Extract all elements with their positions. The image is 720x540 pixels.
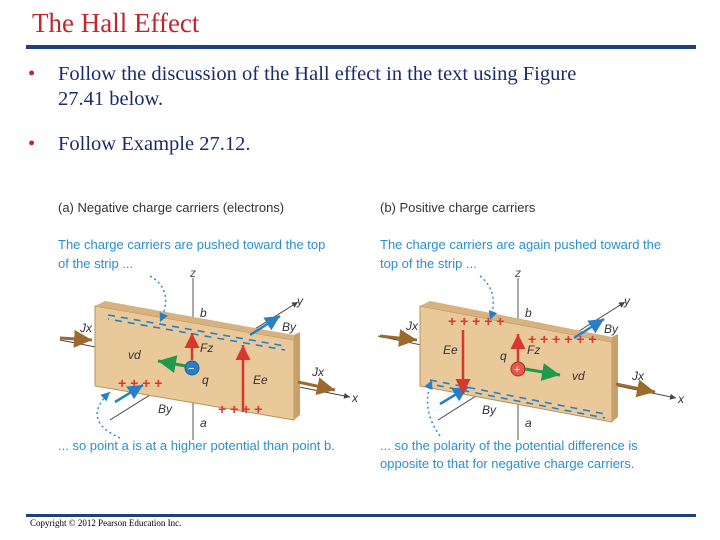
vd-label: vd <box>128 348 141 362</box>
panel-b-heading: (b) Positive charge carriers <box>380 200 536 215</box>
bullet-dot: • <box>28 133 36 155</box>
positive-plus-sign: + <box>514 364 521 376</box>
panel-b-caption-bottom-2: opposite to that for negative charge carriers. <box>380 456 635 471</box>
ee-label: Ee <box>253 373 268 387</box>
jx-label-right-b: Jx <box>632 369 644 383</box>
panel-a-heading: (a) Negative charge carriers (electrons) <box>58 200 285 215</box>
fz-label: Fz <box>200 341 214 355</box>
copyright-notice: Copyright © 2012 Pearson Education Inc. <box>30 518 182 528</box>
q-label: q <box>202 373 209 387</box>
jx-label-right: Jx <box>312 365 324 379</box>
x-axis-label: x <box>352 391 358 405</box>
bullet-line: 27.41 below. <box>58 88 164 110</box>
q-label-b: q <box>500 349 507 363</box>
by-label-bottom: By <box>158 402 173 416</box>
positive-charges-bottom: + + + + <box>118 375 163 391</box>
x-axis-label-b: x <box>678 392 684 406</box>
footer-rule <box>26 514 696 517</box>
vd-label-b: vd <box>572 369 585 383</box>
point-a-label: a <box>200 416 207 430</box>
by-label-bottom-b: By <box>482 403 497 417</box>
panel-b-caption-bottom-1: ... so the polarity of the potential difference is <box>380 438 638 453</box>
positive-charges-bottom-2: + + + + <box>218 401 263 417</box>
bullet-line: Follow the discussion of the Hall effect in the text using Figure <box>58 63 577 85</box>
y-axis-label: y <box>297 294 303 308</box>
current-out-arrow-b <box>616 384 655 392</box>
by-label-top: By <box>282 320 297 334</box>
point-a-label-b: a <box>525 416 532 430</box>
callout-bottom-arrow <box>97 392 120 438</box>
by-label-top-b: By <box>604 322 619 336</box>
z-axis-label: z <box>190 266 196 280</box>
point-b-label-b: b <box>525 306 532 320</box>
z-axis-label-b: z <box>515 266 521 280</box>
positive-charges-top-b: + + + + + <box>448 313 505 329</box>
panel-a <box>58 200 359 453</box>
jx-label-left-b: Jx <box>406 319 418 333</box>
strip-side-edge-b <box>612 334 618 422</box>
y-axis-label-b: y <box>624 294 630 308</box>
strip-side-edge <box>294 332 300 420</box>
current-in-arrow-b <box>380 336 417 340</box>
jx-label-left: Jx <box>80 321 92 335</box>
point-b-label: b <box>200 306 207 320</box>
current-out-arrow <box>298 382 335 390</box>
panel-a-caption-bottom: ... so point a is at a higher potential than point b. <box>58 438 335 453</box>
bullet-dot: • <box>28 63 36 85</box>
panel-b-caption-top-2: top of the strip ... <box>380 256 477 271</box>
panel-b <box>378 200 685 471</box>
panel-a-caption-top-1: The charge carriers are pushed toward the top <box>58 237 326 252</box>
panel-b-caption-top-1: The charge carriers are again pushed toward the <box>380 237 662 252</box>
positive-charges-top-b-2: + + + + + + <box>528 331 597 347</box>
fz-label-b: Fz <box>527 343 541 357</box>
slide-title: The Hall Effect <box>32 8 200 38</box>
electron-minus-sign: − <box>188 363 195 375</box>
current-in-arrow <box>60 338 92 340</box>
panel-a-caption-top-2: of the strip ... <box>58 256 134 271</box>
ee-label-b: Ee <box>443 343 458 357</box>
bullet-line: Follow Example 27.12. <box>58 133 251 155</box>
